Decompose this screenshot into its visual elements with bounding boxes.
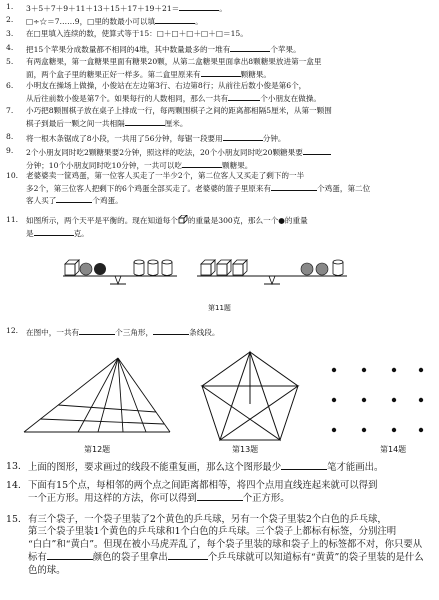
cube-icon (217, 260, 231, 275)
question-text: □÷☆＝7……9，□里的数最小可以填 (26, 17, 156, 26)
answer-blank[interactable] (56, 194, 92, 203)
question-number: 7. (6, 106, 14, 115)
question-number: 15. (6, 514, 21, 525)
figure-caption: 第13题 (232, 445, 259, 454)
question-number: 13. (6, 461, 21, 472)
answer-blank[interactable] (155, 15, 195, 24)
question-text: 在□里填入连续的数，使算式等于15：□＋□＋□＋□＋□＝15。 (26, 29, 248, 38)
gray-ball-icon (80, 263, 92, 275)
cube-icon (178, 215, 188, 224)
cube-icon (233, 260, 247, 275)
question-text: 将一根木条锯成了8小段，一共用了56分钟，每锯一段要用 (26, 134, 223, 143)
right-balance (197, 260, 347, 284)
gray-ball-icon (316, 263, 328, 275)
answer-blank[interactable] (79, 326, 115, 335)
cylinder-icon (148, 260, 158, 276)
answer-blank[interactable] (47, 551, 93, 560)
answer-blank[interactable] (153, 326, 189, 335)
answer-blank[interactable] (230, 43, 270, 52)
black-ball-icon (94, 263, 106, 275)
cube-icon (201, 260, 215, 275)
answer-blank[interactable] (281, 461, 327, 470)
left-balance (63, 260, 177, 284)
cylinder-icon (134, 260, 144, 276)
question-number: 2. (6, 15, 14, 24)
gray-ball-icon (301, 263, 313, 275)
question-number: 6. (6, 81, 14, 90)
question-text: 2个小朋友同时吃2颗糖果要2分钟，照这样的吃法，20个小朋友同时吃20颗糖果要 (26, 148, 303, 157)
question-text: 下面有15个点，每相邻的两个点之间距离都相等，将四个点用直线连起来就可以得到 (28, 480, 378, 491)
question-text: 小巧把8颗围棋子放在桌子上排成一行，每两颗围棋子之间的距离都相隔5厘米，从第一颗围 (26, 106, 332, 115)
cube-icon (65, 260, 79, 275)
pentagon-star-figure (194, 348, 306, 444)
answer-blank[interactable] (223, 132, 263, 141)
question-text: 在图中，一共有 (26, 328, 80, 337)
figure-caption: 第14题 (380, 445, 407, 454)
question-text: 3＋5＋7＋9＋11＋13＋15＋17＋19＋21＝ (26, 4, 180, 13)
question-number: 9. (6, 146, 14, 155)
question-number: 5. (6, 57, 14, 66)
figure-caption: 第12题 (84, 445, 111, 454)
question-number: 10. (6, 171, 19, 180)
answer-blank[interactable] (201, 68, 241, 77)
question-number: 1. (6, 2, 14, 11)
dot-grid-figure (326, 362, 426, 446)
question-text: 把15个苹果分成数量都不相同的4堆，其中数量最多的一堆有 (26, 45, 231, 54)
question-number: 3. (6, 29, 14, 38)
question-number: 14. (6, 480, 21, 491)
cylinder-icon (162, 260, 172, 276)
question-number: 11. (6, 215, 19, 224)
question-text: 有三个袋子，一个袋子里装了2个黄色的乒乓球，另有一个袋子里装2个白色的乒乓球， (28, 514, 387, 525)
answer-blank[interactable] (228, 92, 260, 101)
answer-blank[interactable] (303, 146, 331, 155)
question-text: 有两盒糖果，第一盒糖果里面有糖果20颗，从第二盒糖果里面拿出8颗糖果放进第一盒里 (26, 57, 322, 66)
question-number: 12. (6, 326, 19, 335)
question-text: 上面的图形，要求画过的线段不能重复画，那么这个图形最少 (28, 462, 282, 473)
figure-caption: 第11题 (208, 304, 231, 312)
answer-blank[interactable] (182, 159, 222, 168)
triangle-fan-figure (18, 352, 178, 440)
answer-blank[interactable] (179, 2, 219, 11)
answer-blank[interactable] (125, 117, 165, 126)
question-text: 小明友在操场上做操，小俊站在左边第3行、右边第8行；从前往后数小俊是第6个， (26, 81, 307, 90)
question-number: 4. (6, 43, 14, 52)
question-text: 老婆婆卖一筐鸡蛋，第一位客人买走了一半少2个，第二位客人又买走了剩下的一半 (26, 171, 305, 180)
question-text: 如图所示，两个天平是平衡的。现在知道每个 (26, 216, 178, 225)
question-number: 8. (6, 132, 14, 141)
answer-blank[interactable] (271, 182, 317, 191)
cylinder-icon (333, 260, 343, 276)
answer-blank[interactable] (168, 551, 208, 560)
balance-figure (55, 252, 355, 312)
answer-blank[interactable] (197, 492, 243, 501)
answer-blank[interactable] (34, 227, 74, 236)
